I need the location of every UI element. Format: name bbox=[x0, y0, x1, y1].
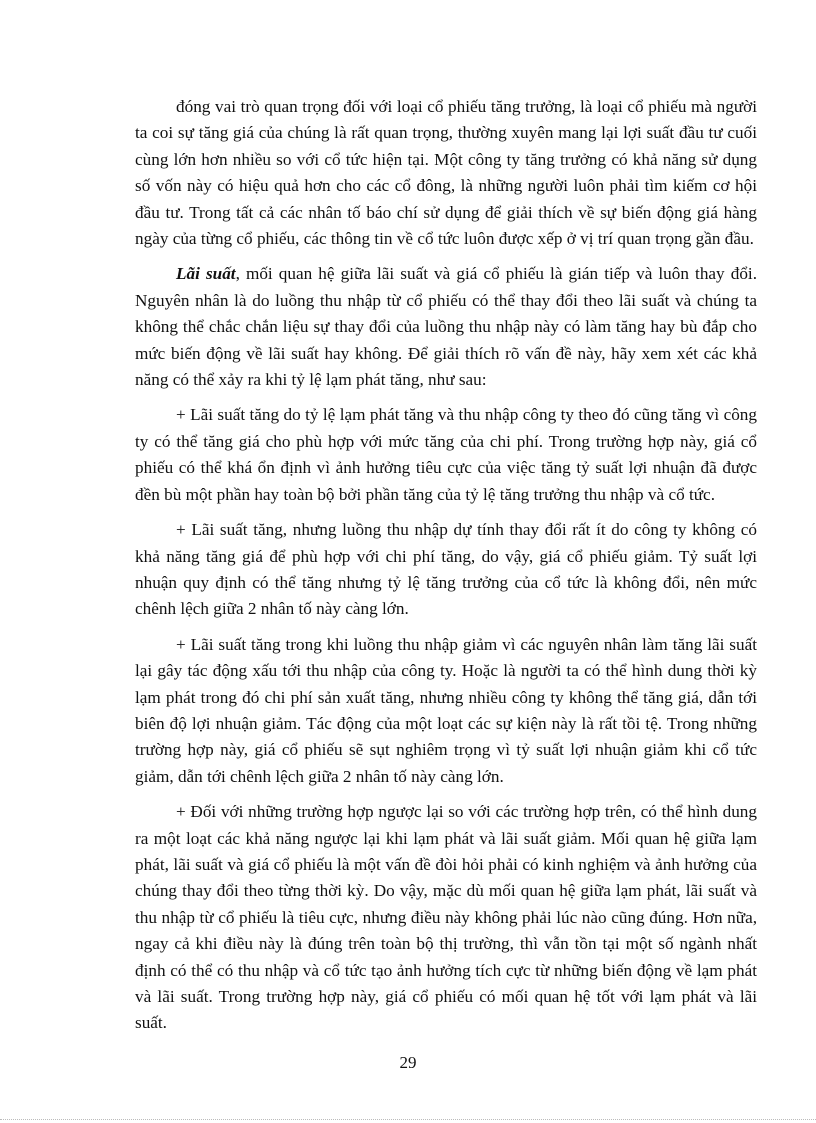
paragraph-text: , mối quan hệ giữa lãi suất và giá cổ phiếu là gián tiếp và luôn thay đổi. Nguyên nhân là do luồng thu nhập từ cổ phiếu có thể thay đổi theo lãi suất và chúng ta không thể chắc chắn liệu sự thay đổi của luồng thu nhập này có làm tăng hay bù đắp cho mức biến động về lãi suất hay không. Để giải thích rõ vấn đề này, hãy xem xét các khả năng có thể xảy ra khi tỷ lệ lạm phát tăng, như sau: bbox=[135, 264, 757, 390]
paragraph-text: + Đối với những trường hợp ngược lại so với các trường hợp trên, có thể hình dung ra một loạt các khả năng ngược lại khi lạm phát và lãi suất giảm. Mối quan hệ giữa lạm phát, lãi suất và giá cổ phiếu là một vấn đề đòi hỏi phải có kinh nghiệm và ảnh hưởng của chúng thay đổi theo từng thời kỳ. Do vậy, mặc dù mối quan hệ giữa lạm phát, lãi suất và thu nhập từ cổ phiếu là tiêu cực, nhưng điều này không phải lúc nào cũng đúng. Hơn nữa, ngay cả khi điều này là đúng trên toàn bộ thị trường, thì vẫn tồn tại một số ngành nhất định có thể có thu nhập và cổ tức tạo ảnh hưởng tích cực từ những biến động về lạm phát và lãi suất. Trong trường hợp này, giá cổ phiếu có mối quan hệ tốt với lạm phát và lãi suất. bbox=[135, 802, 757, 1033]
paragraph-case-1 bbox=[135, 402, 757, 508]
paragraph-case-3 bbox=[135, 632, 757, 790]
paragraph-text: + Lãi suất tăng trong khi luồng thu nhập giảm vì các nguyên nhân làm tăng lãi suất lại gây tác động xấu tới thu nhập của công ty. Hoặc là người ta có thể hình dung thời kỳ lạm phát trong đó chi phí sản xuất tăng, nhưng nhiều công ty không thể tăng giá, dẫn tới biên độ lợi nhuận giảm. Tác động của một loạt các sự kiện này là rất tồi tệ. Trong những trường hợp này, giá cổ phiếu sẽ sụt nghiêm trọng vì tỷ suất lợi nhuận giảm khi cổ tức giảm, dẫn tới chênh lệch giữa 2 nhân tố này càng lớn. bbox=[135, 634, 757, 786]
paragraph-interest-rate bbox=[135, 261, 757, 393]
paragraph-text: + Lãi suất tăng do tỷ lệ lạm phát tăng và thu nhập công ty theo đó cũng tăng vì công ty có thể tăng giá cho phù hợp với mức tăng của chi phí. Trong trường hợp này, giá cổ phiếu có thể khá ổn định vì ảnh hưởng tiêu cực của việc tăng tỷ suất lợi nhuận đã được đền bù một phần hay toàn bộ bởi phần tăng của tỷ lệ tăng trưởng thu nhập và cổ tức. bbox=[135, 405, 757, 504]
paragraph-case-4 bbox=[135, 799, 757, 1037]
page-number: 29 bbox=[399, 1053, 417, 1072]
interest-rate-heading: Lãi suất bbox=[176, 264, 236, 284]
paragraph-dividend-importance bbox=[135, 94, 757, 252]
footer-divider bbox=[0, 1119, 816, 1120]
paragraph-text: + Lãi suất tăng, nhưng luồng thu nhập dự tính thay đổi rất ít do công ty không có khả năng tăng giá để phù hợp với chi phí tăng, do vậy, giá cổ phiếu giảm. Tỷ suất lợi nhuận quy định có thể tăng nhưng tỷ lệ tăng trưởng của cổ tức là không đổi, nên mức chênh lệch giữa 2 nhân tố này càng lớn. bbox=[135, 520, 757, 619]
paragraph-text: đóng vai trò quan trọng đối với loại cổ phiếu tăng trưởng, là loại cổ phiếu mà người ta coi sự tăng giá của chúng là rất quan trọng, thường xuyên mang lại lợi suất đầu tư cuối cùng lớn hơn nhiều so với cổ tức hiện tại. Một công ty tăng trưởng có khả năng sử dụng số vốn này có hiệu quả hơn cho các cổ đông, là những người luôn phải tìm kiếm cơ hội đầu tư. Trong tất cả các nhân tố báo chí sử dụng để giải thích về sự biến động giá hàng ngày của từng cổ phiếu, các thông tin về cổ tức luôn được xếp ở vị trí quan trọng gần đầu. bbox=[135, 97, 757, 249]
body-text bbox=[135, 94, 757, 1037]
paragraph-case-2 bbox=[135, 517, 757, 623]
